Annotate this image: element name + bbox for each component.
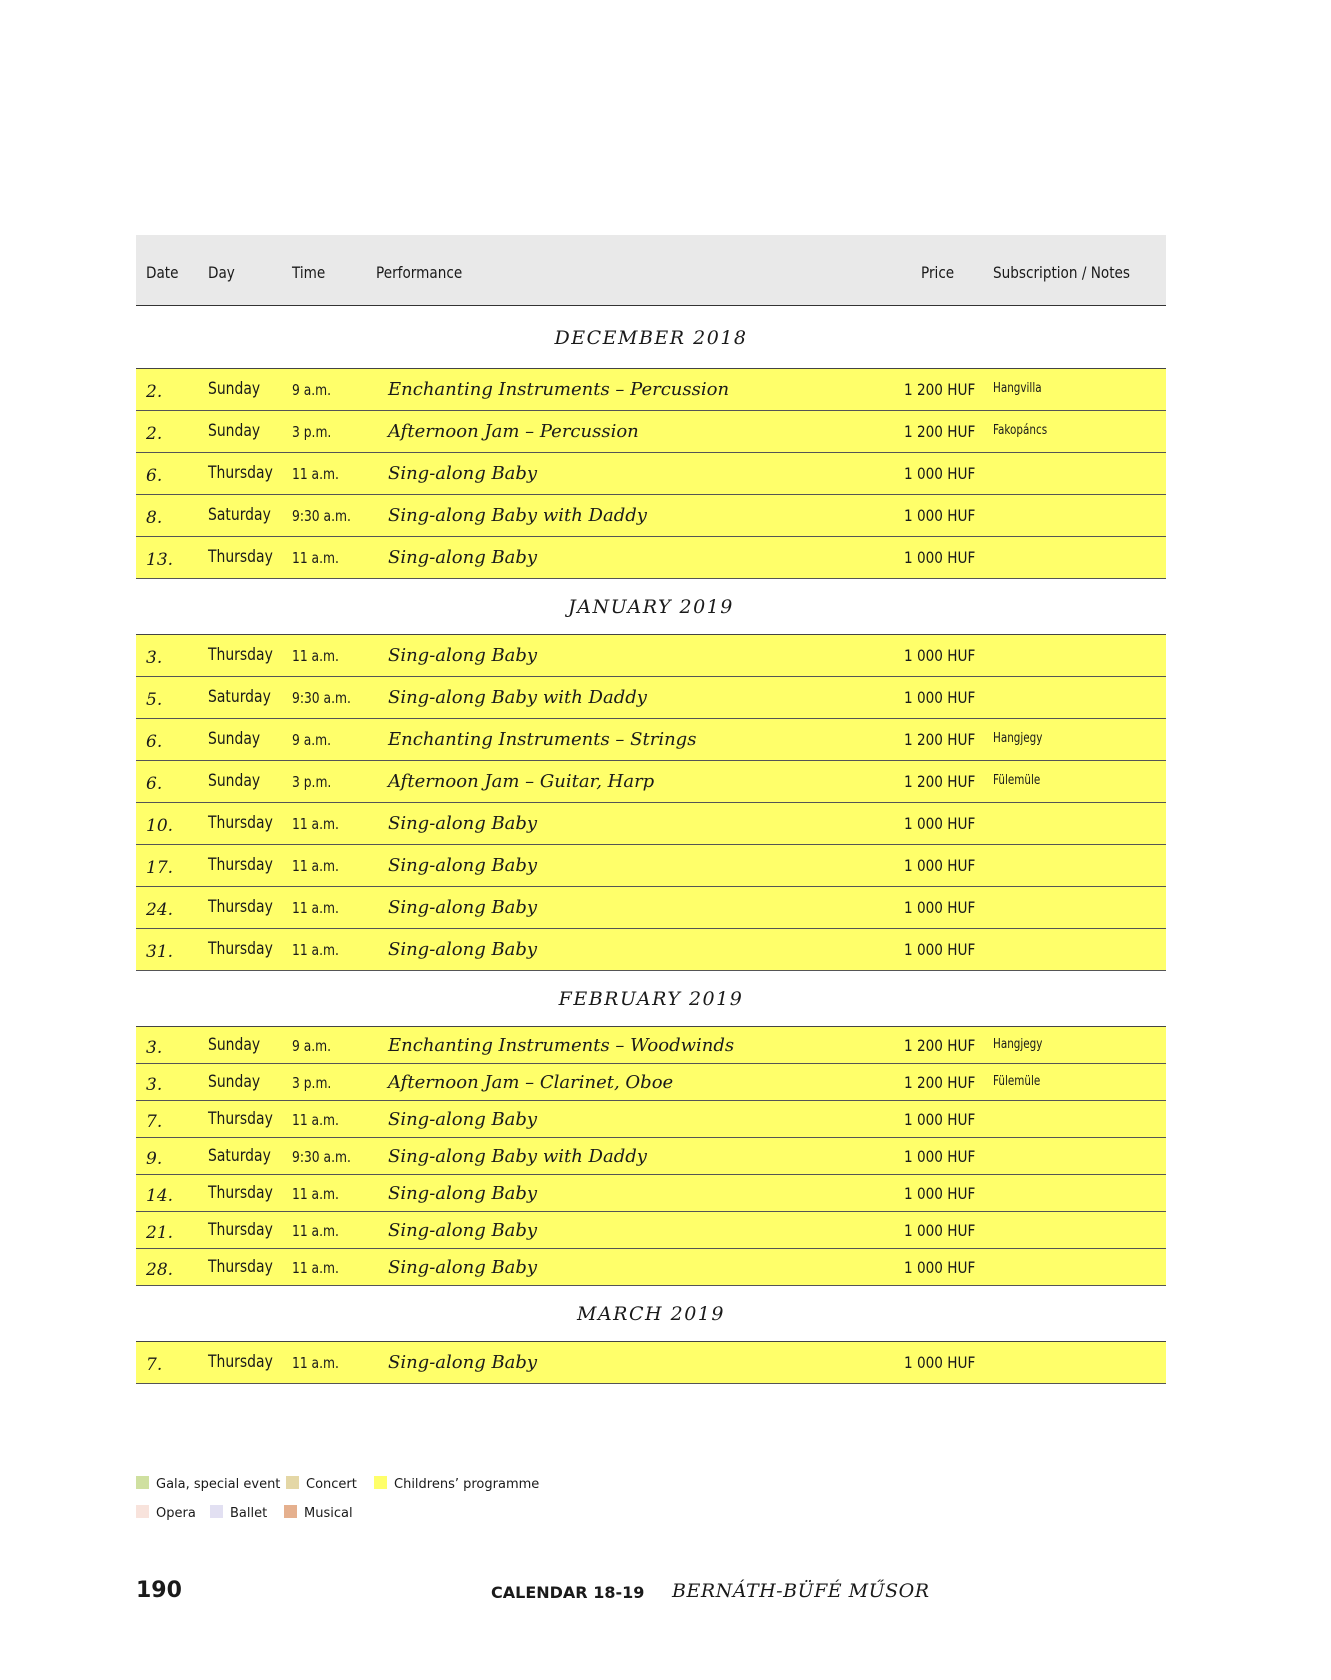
table-row [136, 803, 1166, 845]
cell-day: Thursday [208, 1183, 273, 1203]
cell-date: 3. [146, 1038, 163, 1058]
legend-label: Ballet [230, 1506, 268, 1521]
table-row [136, 635, 1166, 677]
cell-day: Sunday [208, 1072, 261, 1092]
legend-label: Childrens’ programme [394, 1477, 540, 1492]
cell-performance: Enchanting Instruments – Woodwinds [388, 1035, 735, 1056]
table-row [136, 761, 1166, 803]
cell-day: Thursday [208, 1109, 273, 1129]
cell-date: 28. [146, 1260, 174, 1280]
cell-price: 1 000 HUF [904, 506, 976, 525]
header-performance: Performance [376, 263, 463, 282]
cell-day: Thursday [208, 897, 273, 917]
cell-performance: Sing-along Baby [388, 1352, 538, 1373]
cell-price: 1 000 HUF [904, 1353, 976, 1372]
cell-price: 1 000 HUF [904, 688, 976, 707]
cell-performance: Sing-along Baby [388, 1183, 538, 1204]
cell-date: 6. [146, 732, 163, 752]
month-heading: JANUARY 2019 [568, 596, 734, 618]
cell-performance: Afternoon Jam – Clarinet, Oboe [388, 1072, 674, 1093]
cell-performance: Afternoon Jam – Guitar, Harp [388, 771, 655, 792]
table-row [136, 369, 1166, 411]
table-row [136, 1212, 1166, 1249]
cell-day: Sunday [208, 771, 261, 791]
table-row [136, 1101, 1166, 1138]
table-row [136, 537, 1166, 579]
legend-swatch [284, 1505, 297, 1518]
cell-price: 1 000 HUF [904, 898, 976, 917]
cell-date: 7. [146, 1112, 163, 1132]
page-footer [0, 1578, 1331, 1608]
cell-day: Saturday [208, 1146, 271, 1166]
cell-performance: Sing-along Baby with Daddy [388, 505, 647, 526]
month-rows [136, 368, 1166, 579]
cell-price: 1 200 HUF [904, 1036, 976, 1055]
cell-time: 11 a.m. [292, 647, 339, 665]
cell-date: 31. [146, 942, 174, 962]
month-heading: MARCH 2019 [577, 1303, 725, 1325]
cell-date: 3. [146, 1075, 163, 1095]
cell-date: 14. [146, 1186, 174, 1206]
cell-performance: Sing-along Baby [388, 813, 538, 834]
cell-performance: Enchanting Instruments – Strings [388, 729, 697, 750]
table-row [136, 845, 1166, 887]
cell-day: Sunday [208, 379, 261, 399]
month-heading: FEBRUARY 2019 [558, 988, 744, 1010]
cell-time: 11 a.m. [292, 549, 339, 567]
cell-date: 6. [146, 466, 163, 486]
legend-item [136, 1505, 196, 1521]
cell-time: 9 a.m. [292, 1037, 332, 1055]
cell-note: Hangjegy [993, 731, 1043, 746]
cell-day: Sunday [208, 421, 261, 441]
legend-label: Gala, special event [156, 1477, 281, 1492]
cell-price: 1 200 HUF [904, 772, 976, 791]
cell-date: 13. [146, 550, 174, 570]
cell-time: 9:30 a.m. [292, 689, 351, 707]
cell-day: Sunday [208, 729, 261, 749]
calendar-label: CALENDAR 18-19 [491, 1583, 645, 1602]
cell-time: 3 p.m. [292, 773, 332, 791]
cell-price: 1 000 HUF [904, 646, 976, 665]
cell-note: Fülemüle [993, 773, 1041, 788]
cell-performance: Afternoon Jam – Percussion [388, 421, 639, 442]
cell-time: 11 a.m. [292, 941, 339, 959]
cell-time: 11 a.m. [292, 1111, 339, 1129]
header-notes: Subscription / Notes [993, 263, 1131, 282]
table-header [136, 235, 1166, 306]
cell-time: 9:30 a.m. [292, 1148, 351, 1166]
cell-date: 5. [146, 690, 163, 710]
page-number: 190 [136, 1578, 182, 1603]
cell-price: 1 000 HUF [904, 940, 976, 959]
cell-day: Thursday [208, 547, 273, 567]
cell-time: 11 a.m. [292, 857, 339, 875]
cell-time: 11 a.m. [292, 1259, 339, 1277]
cell-time: 11 a.m. [292, 465, 339, 483]
cell-note: Hangvilla [993, 381, 1042, 396]
cell-day: Thursday [208, 1220, 273, 1240]
cell-date: 3. [146, 648, 163, 668]
cell-day: Thursday [208, 1257, 273, 1277]
table-row [136, 1064, 1166, 1101]
cell-price: 1 200 HUF [904, 730, 976, 749]
cell-time: 3 p.m. [292, 423, 332, 441]
cell-day: Thursday [208, 463, 273, 483]
legend-swatch [374, 1476, 387, 1489]
header-price: Price [921, 263, 955, 282]
cell-date: 7. [146, 1355, 163, 1375]
cell-time: 9:30 a.m. [292, 507, 351, 525]
cell-performance: Sing-along Baby with Daddy [388, 1146, 647, 1167]
cell-price: 1 000 HUF [904, 1147, 976, 1166]
cell-time: 11 a.m. [292, 1185, 339, 1203]
legend-item [286, 1476, 357, 1492]
cell-date: 17. [146, 858, 174, 878]
cell-price: 1 000 HUF [904, 814, 976, 833]
cell-performance: Sing-along Baby [388, 645, 538, 666]
cell-date: 21. [146, 1223, 174, 1243]
cell-date: 2. [146, 424, 163, 444]
cell-price: 1 200 HUF [904, 380, 976, 399]
legend-swatch [286, 1476, 299, 1489]
cell-day: Sunday [208, 1035, 261, 1055]
cell-time: 9 a.m. [292, 381, 332, 399]
legend-swatch [210, 1505, 223, 1518]
month-heading: DECEMBER 2018 [554, 327, 748, 349]
cell-time: 11 a.m. [292, 1354, 339, 1372]
cell-performance: Sing-along Baby [388, 1220, 538, 1241]
month-rows [136, 1341, 1166, 1384]
table-row [136, 1342, 1166, 1384]
cell-note: Fakopáncs [993, 423, 1048, 438]
table-row [136, 1175, 1166, 1212]
cell-performance: Sing-along Baby [388, 1257, 538, 1278]
cell-price: 1 000 HUF [904, 464, 976, 483]
cell-date: 24. [146, 900, 174, 920]
table-row [136, 929, 1166, 971]
cell-date: 2. [146, 382, 163, 402]
cell-day: Thursday [208, 855, 273, 875]
cell-day: Saturday [208, 687, 271, 707]
cell-performance: Sing-along Baby [388, 1109, 538, 1130]
table-row [136, 1027, 1166, 1064]
cell-time: 11 a.m. [292, 1222, 339, 1240]
legend-label: Musical [304, 1506, 353, 1521]
header-day: Day [208, 263, 235, 282]
cell-time: 11 a.m. [292, 899, 339, 917]
cell-day: Saturday [208, 505, 271, 525]
month-rows [136, 634, 1166, 971]
cell-date: 6. [146, 774, 163, 794]
header-date: Date [146, 263, 179, 282]
cell-price: 1 000 HUF [904, 1221, 976, 1240]
schedule-table [136, 235, 1166, 1384]
table-row [136, 495, 1166, 537]
schedule-sections [136, 306, 1166, 1384]
cell-price: 1 000 HUF [904, 856, 976, 875]
legend-label: Concert [306, 1477, 357, 1492]
cell-performance: Enchanting Instruments – Percussion [388, 379, 730, 400]
cell-performance: Sing-along Baby [388, 855, 538, 876]
cell-price: 1 000 HUF [904, 1184, 976, 1203]
legend-item [284, 1505, 353, 1521]
cell-day: Thursday [208, 1352, 273, 1372]
table-row [136, 411, 1166, 453]
cell-price: 1 000 HUF [904, 1110, 976, 1129]
cell-time: 11 a.m. [292, 815, 339, 833]
cell-date: 8. [146, 508, 163, 528]
cell-performance: Sing-along Baby [388, 463, 538, 484]
table-row [136, 1138, 1166, 1175]
legend-label: Opera [156, 1506, 196, 1521]
cell-day: Thursday [208, 645, 273, 665]
legend-item [136, 1476, 280, 1492]
cell-note: Fülemüle [993, 1074, 1041, 1089]
cell-date: 9. [146, 1149, 163, 1169]
table-row [136, 1249, 1166, 1286]
table-row [136, 887, 1166, 929]
cell-date: 10. [146, 816, 174, 836]
cell-price: 1 000 HUF [904, 1258, 976, 1277]
section-label: BERNÁTH-BÜFÉ MŰSOR [672, 1580, 930, 1602]
legend-item [374, 1476, 539, 1492]
legend-item [210, 1505, 267, 1521]
table-row [136, 719, 1166, 761]
legend-swatch [136, 1476, 149, 1489]
cell-time: 3 p.m. [292, 1074, 332, 1092]
cell-price: 1 000 HUF [904, 548, 976, 567]
cell-price: 1 200 HUF [904, 422, 976, 441]
table-row [136, 677, 1166, 719]
cell-day: Thursday [208, 813, 273, 833]
cell-price: 1 200 HUF [904, 1073, 976, 1092]
cell-performance: Sing-along Baby [388, 547, 538, 568]
header-time: Time [292, 263, 326, 282]
cell-performance: Sing-along Baby [388, 897, 538, 918]
cell-performance: Sing-along Baby [388, 939, 538, 960]
table-row [136, 453, 1166, 495]
cell-performance: Sing-along Baby with Daddy [388, 687, 647, 708]
cell-note: Hangjegy [993, 1037, 1043, 1052]
legend-swatch [136, 1505, 149, 1518]
month-rows [136, 1026, 1166, 1286]
cell-time: 9 a.m. [292, 731, 332, 749]
cell-day: Thursday [208, 939, 273, 959]
